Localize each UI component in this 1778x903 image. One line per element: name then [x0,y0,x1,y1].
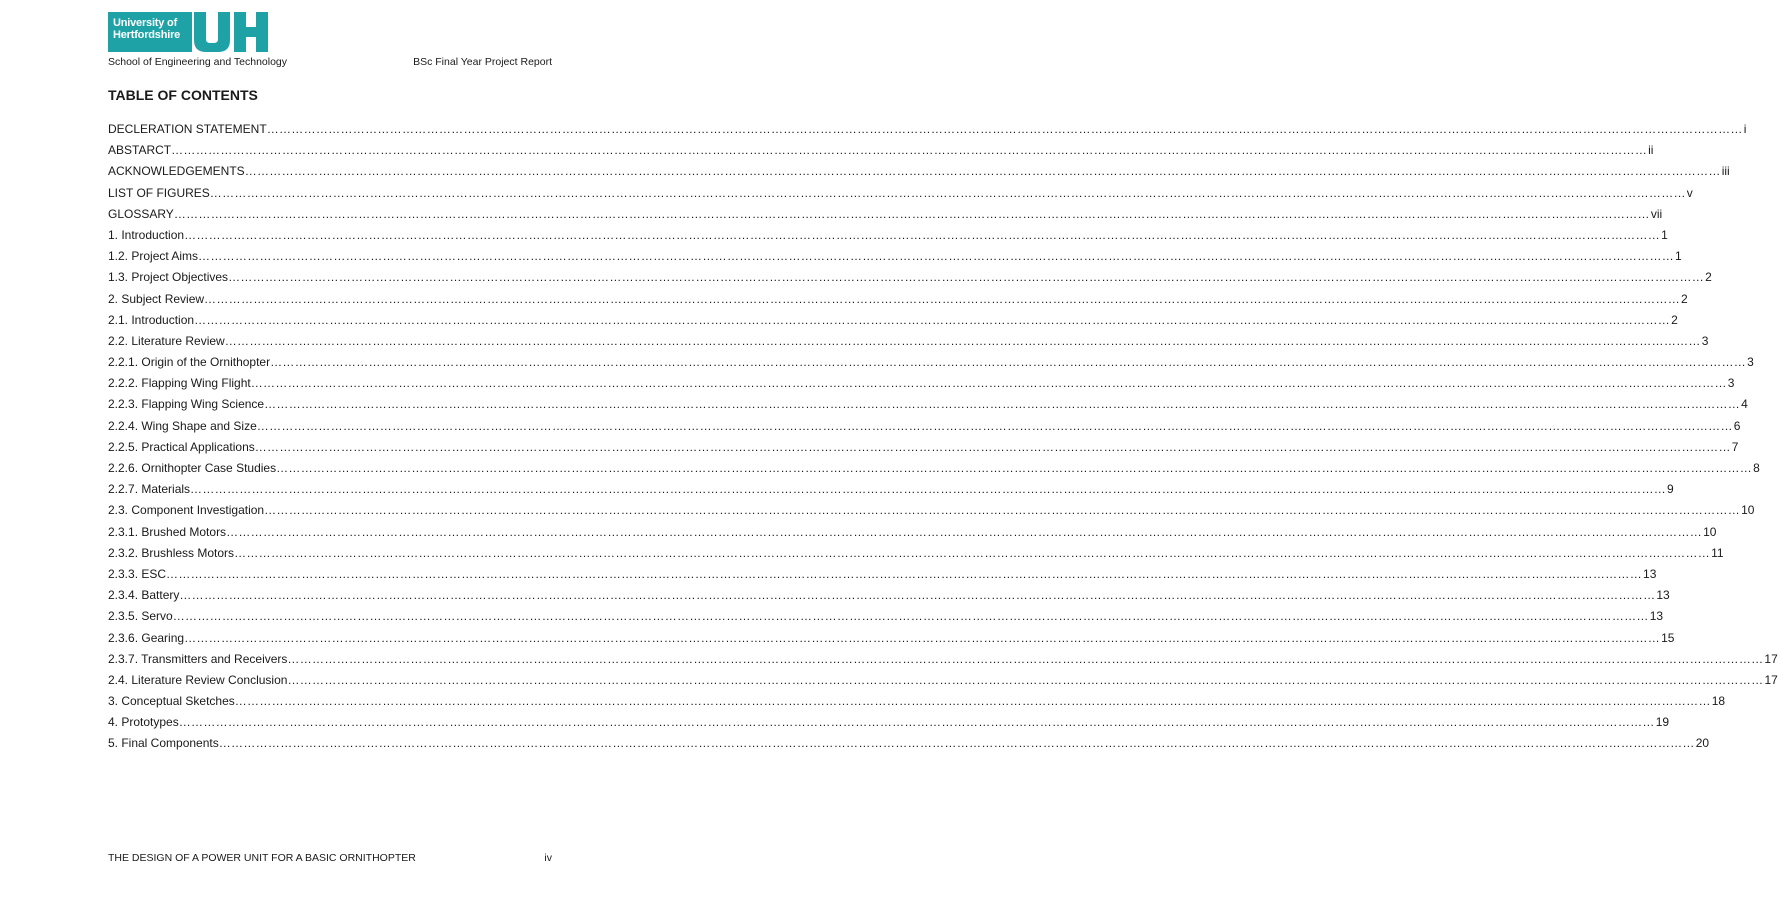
toc-leader-dots: ……………………………………………………………………………………………………………………………………………………………………………………………………………………………………………………………………………………………………………………………… [256,418,1733,433]
toc-entry-label: 2.2.2. Flapping Wing Flight [108,376,251,391]
toc-entry-page: 3 [1727,376,1735,391]
toc-entry-page: 8 [1753,461,1760,475]
toc-entry-page: 19 [1655,715,1670,730]
toc-entry[interactable] [108,163,1730,184]
toc-entry-page: v [1686,185,1693,200]
toc-entry-page: 4 [1741,397,1748,412]
toc-entry-page: 2 [1681,291,1688,306]
toc-entry-page: 2 [1671,312,1678,327]
toc-entry[interactable] [108,291,1688,312]
toc-leader-dots: ……………………………………………………………………………………………………………………………………………………………………………………………………………………………………………………………………………………………………………………………… [264,503,1741,518]
toc-entry[interactable] [108,312,1678,333]
toc-entry[interactable] [108,460,1760,481]
toc-leader-dots: ……………………………………………………………………………………………………………………………………………………………………………………………………………………………………………………………………………………………………………………………… [194,312,1671,327]
toc-entry-label: 2.2.5. Practical Applications [108,439,255,454]
toc-entry-page: 17 [1764,651,1778,666]
toc-entry[interactable] [108,524,1717,545]
toc-leader-dots: ……………………………………………………………………………………………………………………………………………………………………………………………………………………………………………………………………………………………………………………………… [244,164,1721,179]
toc-leader-dots: ……………………………………………………………………………………………………………………………………………………………………………………………………………………………………………………………………………………………………………………………… [254,439,1731,454]
toc-entry-page: i [1743,122,1747,136]
toc-leader-dots: ……………………………………………………………………………………………………………………………………………………………………………………………………………………………………………………………………………………………………………………………… [204,291,1681,306]
toc-entry[interactable] [108,121,1747,142]
toc-entry[interactable] [108,630,1675,651]
toc-entry[interactable] [108,354,1754,375]
toc-entry[interactable] [108,693,1726,714]
toc-entry-label: 2.1. Introduction [108,312,195,327]
footer-title: THE DESIGN OF A POWER UNIT FOR A BASIC ORNITHOPTER [108,852,416,864]
toc-entry[interactable] [108,608,1664,629]
toc-entry-page: 11 [1711,545,1724,560]
logo-wordmark-text: University of Hertfordshire [113,17,181,41]
toc-entry-label: 2. Subject Review [108,291,205,306]
toc-entry-page: 1 [1661,227,1668,242]
toc-entry-label: 1.3. Project Objectives [108,270,229,285]
toc-entry-label: 2.2.7. Materials [108,482,191,497]
toc-leader-dots: ……………………………………………………………………………………………………………………………………………………………………………………………………………………………………………………………………………………………………………………………… [287,672,1764,687]
header-school: School of Engineering and Technology [108,56,288,68]
toc-entry[interactable] [108,227,1668,248]
toc-entry-label: 2.3.3. ESC [108,566,167,581]
toc-leader-dots: ……………………………………………………………………………………………………………………………………………………………………………………………………………………………………………………………………………………………………………………………… [209,185,1686,200]
toc-entry-page: 10 [1703,524,1717,539]
toc-entry-page: iii [1721,164,1730,179]
toc-entry-label: 1. Introduction [108,227,185,242]
toc-entry-label: 2.3.5. Servo [108,609,173,624]
toc-leader-dots: ……………………………………………………………………………………………………………………………………………………………………………………………………………………………………………………………………………………………………………………………… [266,122,1743,136]
toc-entry[interactable] [108,545,1724,566]
toc-entry[interactable] [108,375,1735,396]
toc-leader-dots: ……………………………………………………………………………………………………………………………………………………………………………………………………………………………………………………………………………………………………………………………… [264,397,1741,412]
toc-leader-dots: ……………………………………………………………………………………………………………………………………………………………………………………………………………………………………………………………………………………………………………………………… [178,715,1655,730]
header-report-type: BSc Final Year Project Report [413,56,552,68]
toc-entry[interactable] [108,439,1739,460]
toc-entry-label: 2.2.4. Wing Shape and Size [108,418,257,433]
page-title: TABLE OF CONTENTS [108,87,258,103]
toc-leader-dots: ……………………………………………………………………………………………………………………………………………………………………………………………………………………………………………………………………………………………………………………………… [184,227,1661,242]
toc-leader-dots: ……………………………………………………………………………………………………………………………………………………………………………………………………………………………………………………………………………………………………………………………… [184,630,1661,645]
toc-entry-label: 2.3.2. Brushless Motors [108,545,235,560]
toc-entry-label: 3. Conceptual Sketches [108,694,235,709]
table-of-contents [108,121,1778,757]
toc-entry-page: vii [1650,206,1663,221]
toc-entry[interactable] [108,502,1755,523]
toc-leader-dots: ……………………………………………………………………………………………………………………………………………………………………………………………………………………………………………………………………………………………………………………………… [166,566,1643,581]
toc-entry-label: 2.2. Literature Review [108,333,225,348]
toc-entry-page: 3 [1747,355,1754,370]
toc-entry[interactable] [108,587,1670,608]
toc-entry-page: 2 [1705,270,1712,285]
toc-leader-dots: ……………………………………………………………………………………………………………………………………………………………………………………………………………………………………………………………………………………………………………………………… [228,270,1705,285]
toc-entry-page: 18 [1711,694,1726,709]
toc-entry[interactable] [108,566,1657,587]
toc-entry-page: 6 [1733,418,1741,433]
toc-entry[interactable] [108,333,1709,354]
toc-leader-dots: ……………………………………………………………………………………………………………………………………………………………………………………………………………………………………………………………………………………………………………………………… [172,609,1649,624]
toc-entry-page: 9 [1667,482,1674,497]
toc-entry-page: 20 [1695,736,1710,751]
toc-leader-dots: ……………………………………………………………………………………………………………………………………………………………………………………………………………………………………………………………………………………………………………………………… [234,694,1711,709]
toc-entry-page: 13 [1649,609,1664,624]
toc-entry-label: 2.2.3. Flapping Wing Science [108,397,265,412]
toc-entry-page: 13 [1656,588,1670,603]
toc-entry[interactable] [108,714,1670,735]
toc-entry-page: 3 [1701,333,1709,348]
toc-leader-dots: ……………………………………………………………………………………………………………………………………………………………………………………………………………………………………………………………………………………………………………………………… [190,482,1667,497]
logo-wordmark-box [108,12,192,52]
university-logo [108,12,268,52]
toc-entry-page: 17 [1764,672,1778,687]
footer-page-number: iv [544,852,552,864]
toc-entry-page: 10 [1741,503,1755,518]
toc-entry-label: 1.2. Project Aims [108,249,199,264]
toc-entry-label: ACKNOWLEDGEMENTS [108,164,245,179]
toc-entry-label: 2.3.6. Gearing [108,630,185,645]
toc-entry[interactable] [108,418,1741,439]
toc-entry-label: DECLERATION STATEMENT [108,122,267,136]
toc-entry[interactable] [108,142,1654,163]
toc-entry[interactable] [108,481,1674,502]
toc-entry-label: 4. Prototypes [108,715,179,730]
toc-entry[interactable] [108,672,1778,693]
toc-entry-label: 2.2.1. Origin of the Ornithopter [108,355,271,370]
uh-logo-icon [194,12,268,52]
toc-entry[interactable] [108,651,1778,672]
page-footer [108,848,552,864]
toc-leader-dots: ……………………………………………………………………………………………………………………………………………………………………………………………………………………………………………………………………………………………………………………………… [218,736,1695,751]
toc-leader-dots: ……………………………………………………………………………………………………………………………………………………………………………………………………………………………………………………………………………………………………………………………… [234,545,1711,560]
toc-entry[interactable] [108,248,1682,269]
toc-entry-label: 2.3.1. Brushed Motors [108,524,227,539]
toc-entry-page: 13 [1643,566,1657,581]
toc-entry-label: 2.3. Component Investigation [108,503,265,518]
toc-leader-dots: ……………………………………………………………………………………………………………………………………………………………………………………………………………………………………………………………………………………………………………………………… [224,333,1701,348]
toc-entry-label: 2.2.6. Ornithopter Case Studies [108,461,277,475]
toc-leader-dots: ……………………………………………………………………………………………………………………………………………………………………………………………………………………………………………………………………………………………………………………………… [198,249,1675,264]
toc-entry-label: 5. Final Components [108,736,219,751]
toc-entry-page: 15 [1661,630,1675,645]
toc-entry-page: 1 [1675,249,1682,264]
toc-entry[interactable] [108,206,1663,227]
toc-entry-label: GLOSSARY [108,206,174,221]
toc-entry[interactable] [108,735,1710,756]
toc-leader-dots: ……………………………………………………………………………………………………………………………………………………………………………………………………………………………………………………………………………………………………………………………… [270,355,1747,370]
toc-entry[interactable] [108,396,1748,417]
toc-leader-dots: ……………………………………………………………………………………………………………………………………………………………………………………………………………………………………………………………………………………………………………………………… [250,376,1727,391]
toc-entry-label: ABSTARCT [108,143,172,158]
toc-entry[interactable] [108,269,1712,290]
toc-entry-label: 2.4. Literature Review Conclusion [108,672,288,687]
toc-entry-label: 2.3.7. Transmitters and Receivers [108,651,288,666]
toc-leader-dots: ……………………………………………………………………………………………………………………………………………………………………………………………………………………………………………………………………………………………………………………………… [276,461,1753,475]
toc-entry-page: ii [1648,143,1654,158]
toc-entry-page: 7 [1731,439,1739,454]
toc-entry[interactable] [108,185,1693,206]
toc-leader-dots: ……………………………………………………………………………………………………………………………………………………………………………………………………………………………………………………………………………………………………………………………… [173,206,1650,221]
toc-leader-dots: ……………………………………………………………………………………………………………………………………………………………………………………………………………………………………………………………………………………………………………………………… [226,524,1703,539]
toc-leader-dots: ……………………………………………………………………………………………………………………………………………………………………………………………………………………………………………………………………………………………………………………………… [287,651,1764,666]
toc-entry-label: 2.3.4. Battery [108,588,180,603]
toc-leader-dots: ……………………………………………………………………………………………………………………………………………………………………………………………………………………………………………………………………………………………………………………………… [179,588,1656,603]
toc-entry-label: LIST OF FIGURES [108,185,210,200]
toc-leader-dots: ……………………………………………………………………………………………………………………………………………………………………………………………………………………………………………………………………………………………………………………………… [171,143,1648,158]
